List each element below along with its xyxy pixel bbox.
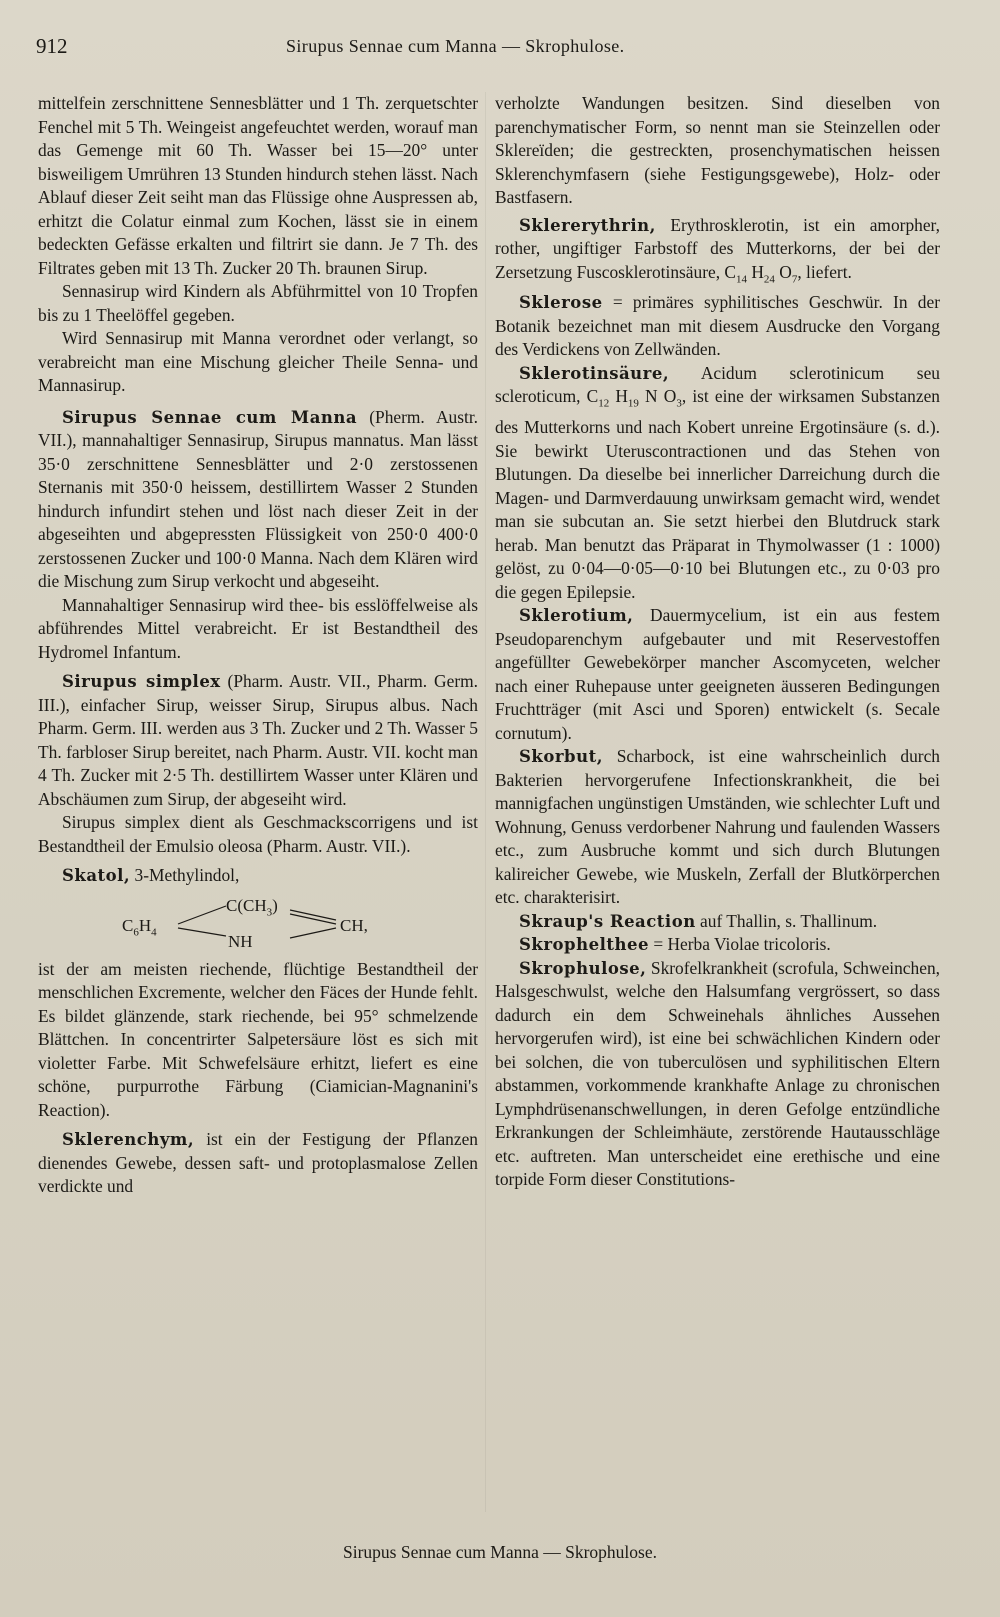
- entry-text: Dauermycelium, ist ein aus festem Pseudoparenchym aufgebauter und mit Reservestoffen angefüllter Gewebekörper mancher Ascomyceten, welcher nach einer Ruhepause unter geeigneten äusseren Bedingungen Fruchtträger (mit Asci und Sporen) entwickelt (s. Secale cornutum).: [495, 605, 940, 743]
- paragraph: ist der am meisten riechende, flüchtige Bestandtheil der menschlichen Excremente, welcher den Fäces der Hunde fehlt. Es bildet glänzende, stark riechende, bei 95° schmelzende Blättchen. In concentrirter Salpetersäure löst es sich mit violetter Farbe. Mit Schwefelsäure erhitzt, liefert es eine schöne, purpurrothe Färbung (Ciamician-Magnanini's Reaction).: [38, 958, 478, 1120]
- entry-skorbut: [495, 745, 940, 910]
- subscript: 7: [791, 272, 798, 285]
- entry-headword: Sklerenchym,: [62, 1130, 195, 1149]
- entry-text: = Herba Violae tricoloris.: [648, 934, 831, 955]
- entry-text: , ist eine der wirksamen Substanzen des Mutterkorns und nach Kobert unreine Ergotinsäure (s. d.). Sie bewirkt Uteruscontractionen und das Stehen von Blutungen. Da dieselbe bei innerlicher Darreichung durch die Magen- und Darmverdauung unwirksam gemacht wird, wendet man sie subcutan an. Sie setzt hierbei den Blutdruck stark herab. Man benutzt das Präparat in Thymolwasser (1 : 1000) gelöst, zu 0·04—0·05—0·10 bei Blutungen etc., zu 0·03 pro die gegen Epilepsie.: [495, 386, 940, 602]
- paragraph: Sirupus simplex dient als Geschmackscorrigens und ist Bestandtheil der Emulsio oleosa (Pharm. Austr. VII.).: [38, 812, 478, 856]
- entry-headword: Skraup's Reaction: [519, 911, 696, 931]
- entry-sirupus-simplex: [38, 670, 478, 811]
- entry-headword: Skropheltheе: [519, 935, 649, 955]
- entry-sirupus-sennae: [38, 406, 478, 594]
- entry-sklerose: [495, 291, 940, 362]
- entry-headword: Skatol,: [62, 866, 131, 885]
- formula-c-ch3: $C(CH_3)$: [226, 895, 278, 918]
- entry-text: , liefert.: [797, 261, 852, 282]
- entry-text: ist ein der Festigung der Pflanzen dienendes Gewebe, dessen saft- und protoplasmalose Zellen verdickte und: [38, 1129, 478, 1196]
- paragraph: verholzte Wandungen besitzen. Sind dieselben von parenchymatischer Form, so nennt man sie Steinzellen oder Sklereïden; die gestreckten, prosenchymatischen heissen Sklerenchymfasern (siehe Festigungsgewebe), Holz- oder Bastfasern.: [495, 93, 940, 207]
- skatol-structural-formula: [38, 892, 478, 956]
- left-column: [38, 92, 478, 1199]
- entry-headword: Sklerotium,: [519, 606, 634, 626]
- entry-headword: Skorbut,: [519, 747, 603, 767]
- subscript: 3: [676, 397, 682, 410]
- column-divider: [485, 92, 486, 1512]
- entry-headword: Skrophulose,: [519, 958, 647, 978]
- formula-part: H: [747, 261, 764, 282]
- paragraph: Mannahaltiger Sennasirup wird thee- bis esslöffelweise als abführendes Mittel verabreicht. Er ist Bestandtheil des Hydromel Infantum.: [38, 594, 478, 662]
- entry-text: auf Thallin, s. Thallinum.: [695, 910, 878, 931]
- page-header: [36, 34, 964, 64]
- subscript: 19: [627, 397, 639, 410]
- entry-text: (Pherm. Austr. VII.), mannahaltiger Sennasirup, Sirupus mannatus. Man lässt 35·0 zerschnittene Sennesblätter und 2·0 zerstossenen Sternanis mit 350·0 heissem, destillirtem Wasser 2 Stunden hindurch infundirt stehen und löst nach dieser Zeit in der abgeseihten und abgepressten Flüssigkeit von 250·0 400·0 zerstossenen Zucker und 100·0 Manna. Nach dem Klären wird die Mischung zum Sirup verkocht und abgeseiht.: [38, 406, 478, 591]
- subscript: 12: [598, 397, 610, 410]
- entry-headword: Sirupus simplex: [62, 672, 221, 691]
- entry-text: (Pharm. Austr. VII., Pharm. Germ. III.), einfacher Sirup, weisser Sirup, Sirupus albus. Nach Pharm. Germ. III. werden aus 3 Th. Zucker und 2 Th. Wasser 5 Th. farbloser Sirup bereitet, nach Pharm. Austr. VII. kocht man 4 Th. Zucker mit 2·5 Th. destillirtem Wasser unter Klären und Abschäumen zum Sirup, der abgeseiht wird.: [38, 671, 478, 809]
- running-title: Sirupus Sennae cum Manna — Skrophulose.: [286, 36, 625, 56]
- subscript: 24: [763, 272, 775, 285]
- entry-sklerotium: [495, 604, 940, 745]
- formula-c6h4: $C_6H_4$: [122, 915, 157, 938]
- entry-headword: Sklerotinsäure,: [519, 363, 670, 383]
- entry-text: Erythrosklerotin, ist ein amorpher, rother, ungiftiger Farbstoff des Mutterkorns, der bei der Zersetzung Fuscosklerotinsäure, C: [495, 214, 940, 282]
- entry-headword: Sirupus Sennae cum Manna: [62, 407, 358, 427]
- right-column: [495, 92, 940, 1192]
- entry-headword: Sklererythrin,: [519, 215, 656, 235]
- formula-part: N O: [638, 386, 677, 407]
- paragraph: Wird Sennasirup mit Manna verordnet oder verlangt, so verabreicht man eine Mischung gleicher Theile Senna- und Mannasirup.: [38, 328, 478, 395]
- subscript: 14: [736, 272, 747, 285]
- entry-skrophulose: [495, 957, 940, 1192]
- entry-sklerotinsaeure: [495, 362, 940, 604]
- entry-skraups-reaction: [495, 910, 940, 934]
- page-number: 912: [36, 34, 68, 58]
- formula-nh: NH: [228, 931, 253, 951]
- entry-skropheltee: [495, 933, 940, 957]
- paragraph: mittelfein zerschnittene Sennesblätter und 1 Th. zerquetschter Fenchel mit 5 Th. Weingeist angefeuchtet werden, worauf man das Gemenge mit 60 Th. Wasser bei 15—20° unter bisweiligem Umrühren 13 Stunden hindurch stehen lässt. Nach Ablauf dieser Zeit seiht man das Flüssige ohne Auspressen ab, erhitzt die Colatur einmal zum Kochen, lässt sie in einem bedeckten Gefässe erkalten und filtrirt sie dann. Je 7 Th. des Filtrates geben mit 13 Th. Zucker 20 Th. braunen Sirup.: [38, 93, 478, 278]
- entry-text: Acidum sclerotinicum seu scleroticum, C: [495, 362, 940, 407]
- formula-part: H: [609, 386, 628, 407]
- entry-skatol: [38, 864, 478, 888]
- entry-text: = primäres syphilitisches Geschwür. In der Botanik bezeichnet man mit diesem Ausdrucke den Vorgang des Verdickens von Zellwänden.: [495, 292, 940, 360]
- entry-text: Scharbock, ist eine wahrscheinlich durch Bakterien hervorgerufene Infectionskrankheit, die bei mannigfachen ungünstigen Umständen, wie schlechter Luft und Wohnung, Genuss verdorbener Nahrung und faulenden Wassers etc., zum Ausbruche kommt und sich durch Blutungen kalireicher Gewebe, wie Muskeln, Zerfall der Blutkörperchen etc. charakterisirt.: [495, 746, 940, 908]
- entry-sklererythrin: [495, 214, 940, 292]
- entry-text: Skrofelkrankheit (scrofula, Schweinchen, Halsgeschwulst, welche den Halsumfang vergrössert, so dass dadurch ein dem Schweinehals ähnliches Aussehen hervorgerufen wird), ist eine bei schwächlichen Kindern oder bei solchen, die von tuberculösen und syphilitischen Eltern abstammen, vorkommende krankhafte Anlage zu chronischen Lymphdrüsenanschwellungen, in deren Gefolge entzündliche Erkrankungen der Schleimhäute, zerstörende Hautausschläge etc. auftreten. Man unterscheidet eine erethische und eine torpide Form dieser Constitutions-: [495, 957, 940, 1190]
- entry-headword: Sklerose: [519, 293, 603, 313]
- entry-text: 3-Methylindol,: [130, 865, 240, 885]
- page-footer: Sirupus Sennae cum Manna — Skrophulose.: [343, 1542, 657, 1562]
- entry-sklerenchym: [38, 1128, 478, 1199]
- paragraph: Sennasirup wird Kindern als Abführmittel von 10 Tropfen bis zu 1 Theelöffel gegeben.: [38, 281, 478, 325]
- formula-ch: CH,: [340, 915, 368, 935]
- formula-part: O: [774, 261, 792, 282]
